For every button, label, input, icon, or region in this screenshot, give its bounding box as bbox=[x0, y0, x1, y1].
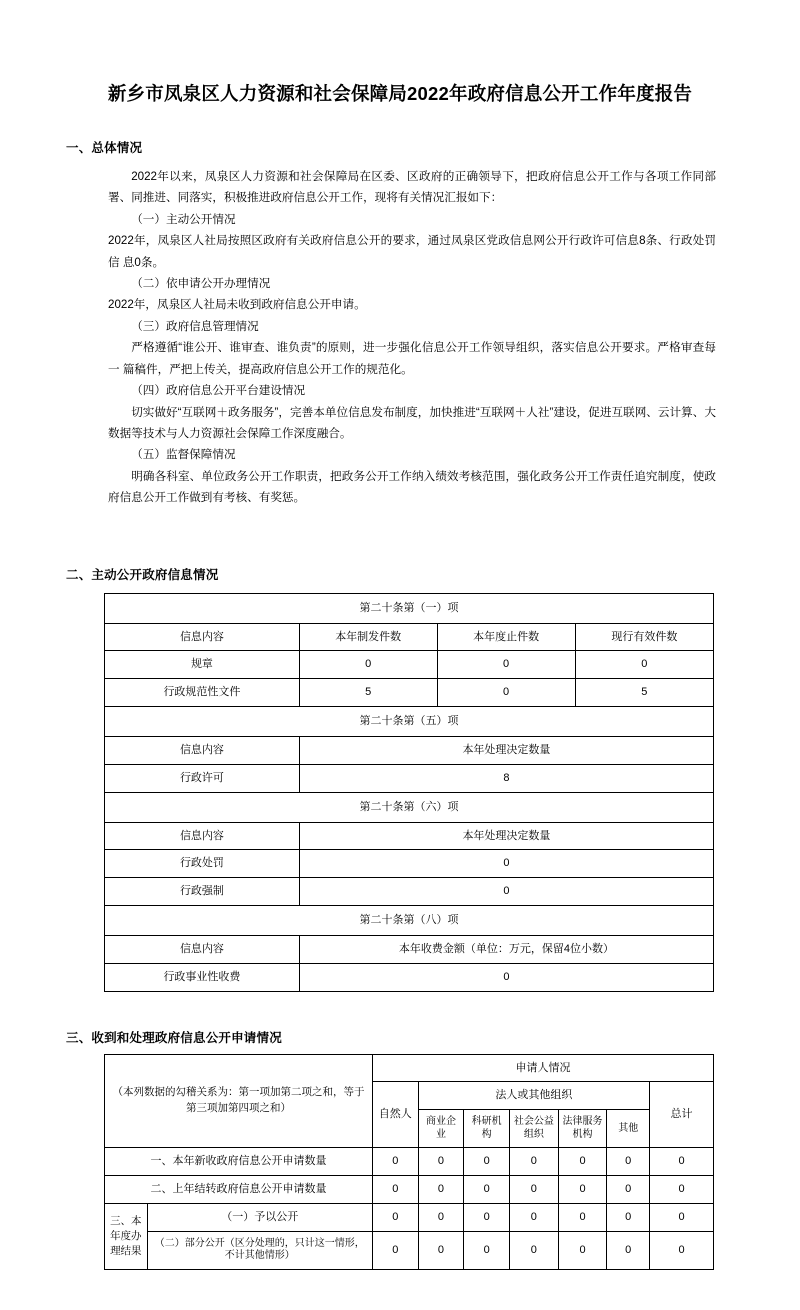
paragraph: （一）主动公开情况 bbox=[131, 212, 236, 226]
cell-value: 0 bbox=[509, 1231, 558, 1269]
table-row bbox=[105, 679, 714, 707]
cell-value: 0 bbox=[607, 1176, 650, 1204]
table-row bbox=[105, 1176, 714, 1204]
cell-value: 5 bbox=[299, 679, 437, 707]
table-row bbox=[105, 1054, 714, 1082]
table-row bbox=[105, 1203, 714, 1231]
table-row bbox=[105, 736, 714, 764]
cell-value: 0 bbox=[372, 1148, 418, 1176]
cell-value: 0 bbox=[607, 1203, 650, 1231]
cell-value: 0 bbox=[558, 1176, 607, 1204]
page-title: 新乡市凤泉区人力资源和社会保障局2022年政府信息公开工作年度报告 bbox=[107, 83, 693, 104]
paragraph: 切实做好“互联网＋政务服务”，完善本单位信息发布制度，加快推进“互联网＋人社”建设，促进互联网、云计算、大数据等技术与人力资源社会保障工作深度融合。 bbox=[108, 405, 716, 440]
cell-value: 0 bbox=[464, 1176, 510, 1204]
column-header-sub: 商业企业 bbox=[418, 1110, 464, 1148]
spacer bbox=[66, 992, 734, 1010]
block-banner: 第二十条第（一）项 bbox=[105, 593, 714, 623]
column-header-natural: 自然人 bbox=[372, 1082, 418, 1148]
paragraph: （五）监督保障情况 bbox=[131, 448, 236, 462]
paragraph: 2022年，凤泉区人社局按照区政府有关政府信息公开的要求，通过凤泉区党政信息网公开行政许可信息8条、行政处罚信 息0条。 bbox=[108, 234, 716, 269]
column-header: 信息内容 bbox=[105, 736, 300, 764]
paragraph: 2022年以来，凤泉区人力资源和社会保障局在区委、区政府的正确领导下，把政府信息公开工作与各项工作同部署、同推进、同落实，积极推进政府信息公开工作，现将有关情况汇报如下： bbox=[108, 169, 716, 205]
row-label: 行政处罚 bbox=[105, 850, 300, 878]
spacer bbox=[66, 509, 734, 543]
column-header-legal: 法人或其他组织 bbox=[418, 1082, 649, 1110]
cell-value: 0 bbox=[372, 1231, 418, 1269]
column-header: 本年度止件数 bbox=[437, 623, 575, 651]
paragraph: （四）政府信息公开平台建设情况 bbox=[131, 384, 306, 398]
column-header: 本年收费金额（单位：万元，保留4位小数） bbox=[299, 935, 713, 963]
column-header-applicant: 申请人情况 bbox=[372, 1054, 713, 1082]
row-label: 二、上年结转政府信息公开申请数量 bbox=[105, 1176, 373, 1204]
cell-value: 0 bbox=[558, 1148, 607, 1176]
cell-value: 0 bbox=[464, 1203, 510, 1231]
cell-value: 0 bbox=[418, 1148, 464, 1176]
cell-value: 0 bbox=[650, 1231, 714, 1269]
paragraph: （二）依申请公开办理情况 bbox=[131, 276, 271, 290]
cell-value: 0 bbox=[418, 1203, 464, 1231]
cell-value: 0 bbox=[437, 679, 575, 707]
cell-value: 8 bbox=[299, 764, 713, 792]
column-header: 本年处理决定数量 bbox=[299, 822, 713, 850]
table-row bbox=[105, 878, 714, 906]
cell-value: 0 bbox=[509, 1203, 558, 1231]
row-label: 行政强制 bbox=[105, 878, 300, 906]
cell-value: 0 bbox=[650, 1148, 714, 1176]
table-row bbox=[105, 764, 714, 792]
table-row bbox=[105, 792, 714, 822]
column-header-sub: 法律服务机构 bbox=[558, 1110, 607, 1148]
cell-value: 0 bbox=[464, 1148, 510, 1176]
column-header-sub: 科研机构 bbox=[464, 1110, 510, 1148]
cell-value: 0 bbox=[464, 1231, 510, 1269]
section-heading-overview: 一、总体情况 bbox=[66, 140, 143, 155]
section-heading-active-disclosure: 二、主动公开政府信息情况 bbox=[66, 567, 219, 582]
table-row bbox=[105, 593, 714, 623]
cell-value: 0 bbox=[418, 1176, 464, 1204]
column-header: 现行有效件数 bbox=[575, 623, 713, 651]
block-banner: 第二十条第（六）项 bbox=[105, 792, 714, 822]
column-header-total: 总计 bbox=[650, 1082, 714, 1148]
paragraph: 2022年，凤泉区人社局未收到政府信息公开申请。 bbox=[108, 298, 366, 312]
active-disclosure-table bbox=[104, 593, 714, 992]
row-label: （二）部分公开（区分处理的，只计这一情形，不计其他情形） bbox=[147, 1231, 372, 1269]
requests-table bbox=[104, 1054, 714, 1270]
cell-value: 0 bbox=[299, 850, 713, 878]
table-row bbox=[105, 651, 714, 679]
table-row bbox=[105, 707, 714, 737]
table-row bbox=[105, 623, 714, 651]
row-label: 一、本年新收政府信息公开申请数量 bbox=[105, 1148, 373, 1176]
overview-body bbox=[108, 166, 716, 509]
block-banner: 第二十条第（五）项 bbox=[105, 707, 714, 737]
cell-value: 0 bbox=[437, 651, 575, 679]
cell-value: 0 bbox=[372, 1176, 418, 1204]
table-row bbox=[105, 935, 714, 963]
cell-value: 0 bbox=[299, 963, 713, 991]
cell-value: 0 bbox=[418, 1231, 464, 1269]
cell-value: 0 bbox=[575, 651, 713, 679]
cell-value: 0 bbox=[299, 651, 437, 679]
cell-value: 0 bbox=[509, 1176, 558, 1204]
column-header: 信息内容 bbox=[105, 822, 300, 850]
cell-value: 0 bbox=[509, 1148, 558, 1176]
paragraph: （三）政府信息管理情况 bbox=[131, 319, 259, 333]
cell-value: 0 bbox=[299, 878, 713, 906]
cell-value: 0 bbox=[558, 1231, 607, 1269]
row-group-label: 三、本年度办理结果 bbox=[105, 1203, 148, 1269]
row-label: 规章 bbox=[105, 651, 300, 679]
column-header: 本年制发件数 bbox=[299, 623, 437, 651]
column-header: 信息内容 bbox=[105, 935, 300, 963]
table-row bbox=[105, 1231, 714, 1269]
table-row bbox=[105, 963, 714, 991]
cell-value: 0 bbox=[607, 1231, 650, 1269]
table-row bbox=[105, 906, 714, 936]
cell-value: 0 bbox=[372, 1203, 418, 1231]
cell-value: 0 bbox=[558, 1203, 607, 1231]
table-row bbox=[105, 1148, 714, 1176]
requests-table-wrap bbox=[104, 1054, 714, 1270]
column-header-sub: 社会公益组织 bbox=[509, 1110, 558, 1148]
paragraph: 明确各科室、单位政务公开工作职责，把政务公开工作纳入绩效考核范围，强化政务公开工作责任追究制度，使政府信息公开工作做到有考核、有奖惩。 bbox=[108, 469, 716, 505]
cell-value: 5 bbox=[575, 679, 713, 707]
section-heading-requests: 三、收到和处理政府信息公开申请情况 bbox=[66, 1030, 282, 1045]
column-header: 本年处理决定数量 bbox=[299, 736, 713, 764]
row-label: 行政规范性文件 bbox=[105, 679, 300, 707]
cell-value: 0 bbox=[650, 1203, 714, 1231]
column-header: 信息内容 bbox=[105, 623, 300, 651]
table-row bbox=[105, 822, 714, 850]
row-label: 行政许可 bbox=[105, 764, 300, 792]
active-disclosure-table-wrap bbox=[104, 593, 714, 992]
table-row bbox=[105, 850, 714, 878]
row-label: 行政事业性收费 bbox=[105, 963, 300, 991]
block-banner: 第二十条第（八）项 bbox=[105, 906, 714, 936]
prelude-note: （本列数据的勾稽关系为：第一项加第二项之和，等于第三项加第四项之和） bbox=[105, 1054, 373, 1148]
cell-value: 0 bbox=[650, 1176, 714, 1204]
paragraph: 严格遵循“谁公开、谁审查、谁负责”的原则，进一步强化信息公开工作领导组织，落实信息公开要求。严格审查每一 篇稿件，严把上传关，提高政府信息公开工作的规范化。 bbox=[108, 341, 716, 376]
column-header-sub: 其他 bbox=[607, 1110, 650, 1148]
cell-value: 0 bbox=[607, 1148, 650, 1176]
row-label: （一）予以公开 bbox=[147, 1203, 372, 1231]
